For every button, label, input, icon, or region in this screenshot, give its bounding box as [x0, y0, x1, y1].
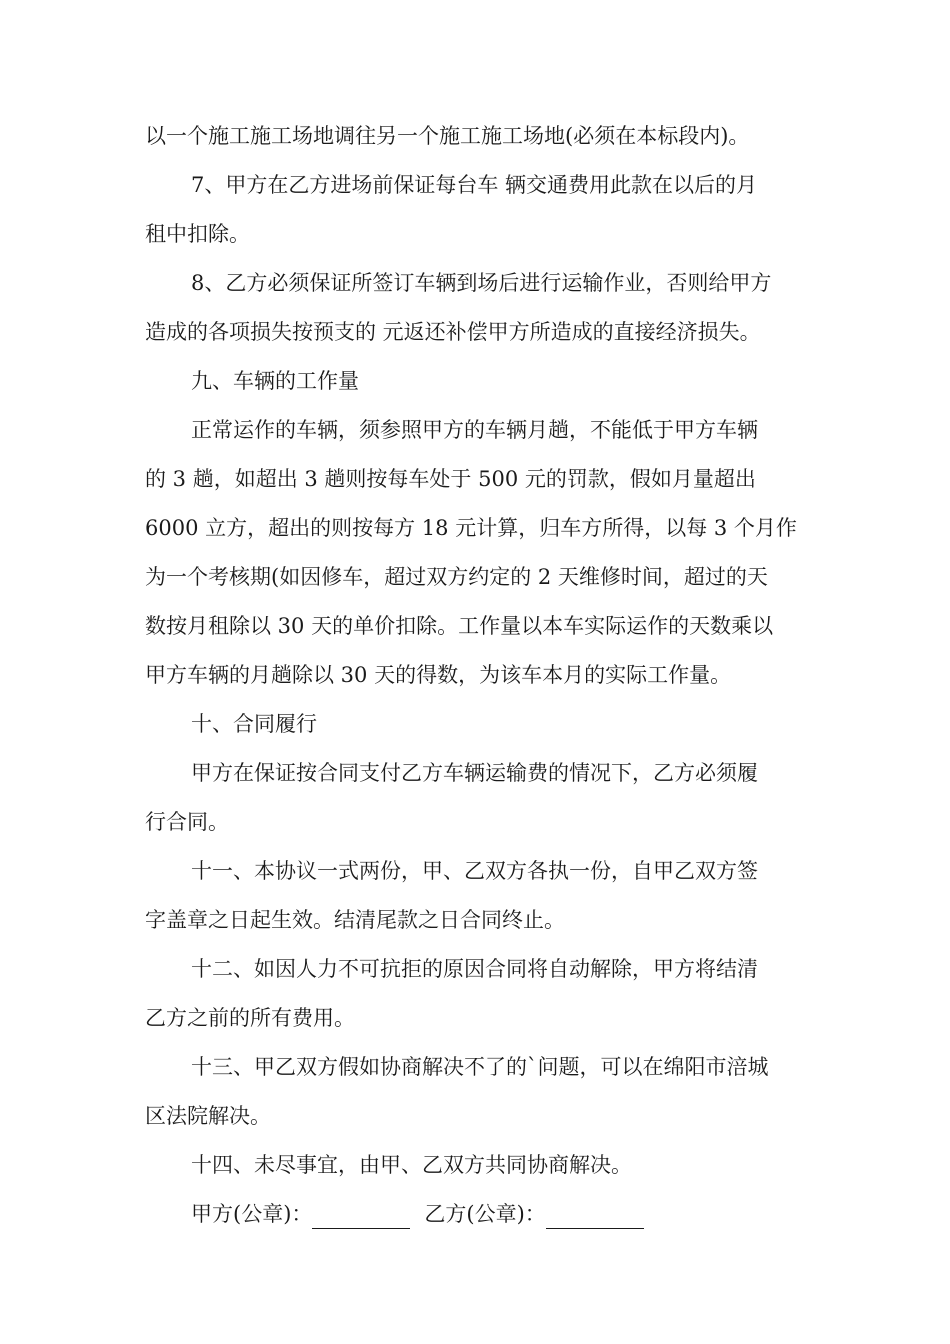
text-line: 数按月租除以 30 天的单价扣除。工作量以本车实际运作的天数乘以 [145, 614, 774, 638]
text-line: 6000 立方，超出的则按每方 18 元计算，归车方所得，以每 3 个月作 [145, 516, 797, 540]
text-line: 正常运作的车辆，须参照甲方的车辆月趟，不能低于甲方车辆 [191, 418, 758, 442]
text-line: 租中扣除。 [145, 222, 250, 246]
section-heading: 九、车辆的工作量 [191, 369, 359, 393]
text-line: 十三、甲乙双方假如协商解决不了的`问题，可以在绵阳市涪城 [191, 1055, 769, 1079]
signature-row [145, 1190, 810, 1239]
party-b-signature-blank [546, 1200, 644, 1229]
text-line: 乙方之前的所有费用。 [145, 1006, 355, 1030]
party-b-label: 乙方(公章)： [424, 1202, 546, 1226]
section-heading: 十、合同履行 [191, 712, 317, 736]
text-line: 造成的各项损失按预支的 元返还补偿甲方所造成的直接经济损失。 [145, 320, 761, 344]
text-line: 甲方车辆的月趟除以 30 天的得数，为该车本月的实际工作量。 [145, 663, 732, 687]
text-line: 字盖章之日起生效。结清尾款之日合同终止。 [145, 908, 565, 932]
text-line: 十二、如因人力不可抗拒的原因合同将自动解除，甲方将结清 [191, 957, 758, 981]
text-line: 十四、未尽事宜，由甲、乙双方共同协商解决。 [191, 1153, 632, 1177]
text-line: 8、乙方必须保证所签订车辆到场后进行运输作业，否则给甲方 [191, 271, 772, 295]
text-line: 十一、本协议一式两份，甲、乙双方各执一份，自甲乙双方签 [191, 859, 758, 883]
text-line: 甲方在保证按合同支付乙方车辆运输费的情况下，乙方必须履 [191, 761, 758, 785]
text-line: 行合同。 [145, 810, 229, 834]
text-line: 7、甲方在乙方进场前保证每台车 辆交通费用此款在以后的月 [191, 173, 758, 197]
party-a-signature-blank [312, 1200, 410, 1229]
text-line: 为一个考核期(如因修车，超过双方约定的 2 天维修时间，超过的天 [145, 565, 768, 589]
text-line: 区法院解决。 [145, 1104, 271, 1128]
party-a-label: 甲方(公章)： [191, 1202, 313, 1226]
text-line: 的 3 趟，如超出 3 趟则按每车处于 500 元的罚款，假如月量超出 [145, 467, 756, 491]
text-line: 以一个施工施工场地调往另一个施工施工场地(必须在本标段内)。 [145, 124, 750, 148]
document-body [145, 112, 810, 1239]
